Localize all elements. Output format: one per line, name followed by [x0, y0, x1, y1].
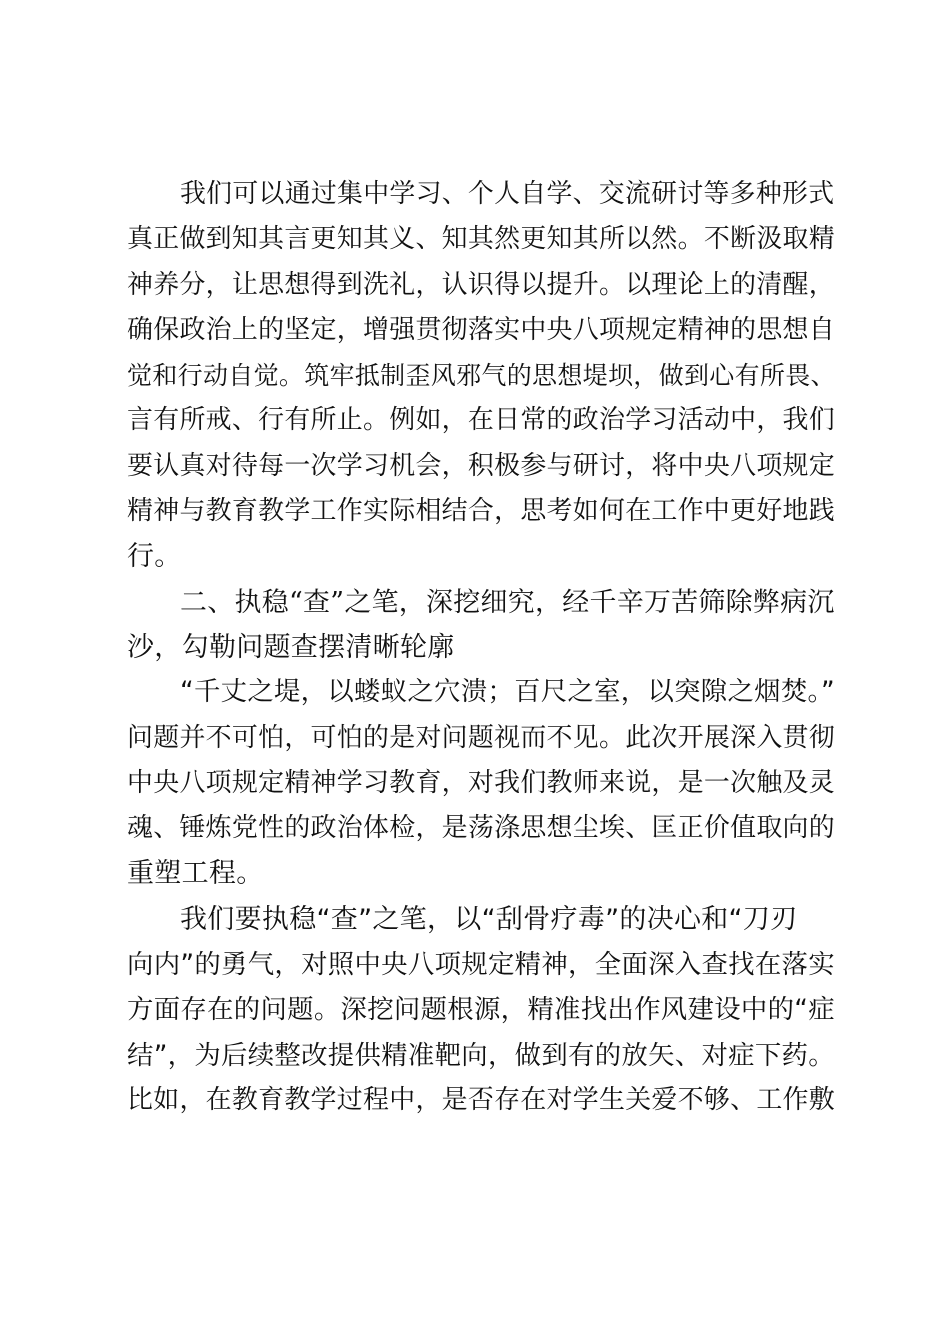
- text-line: 魂、锤炼党性的政治体检，是荡涤思想尘埃、匡正价值取向的: [127, 813, 835, 844]
- text-line: 我们要执稳“查”之笔，以“刮骨疗毒”的决心和“刀刃: [180, 903, 798, 935]
- text-line: 言有所戒、行有所止。例如，在日常的政治学习活动中，我们: [127, 405, 835, 436]
- text-line: 比如，在教育教学过程中，是否存在对学生关爱不够、工作敷: [127, 1084, 835, 1115]
- text-line: 方面存在的问题。深挖问题根源，精准找出作风建设中的“症: [127, 994, 835, 1026]
- document-body: [127, 172, 835, 1123]
- text-line: 结”，为后续整改提供精准靶向，做到有的放矢、对症下药。: [127, 1039, 835, 1071]
- text-line: 重塑工程。: [127, 858, 264, 890]
- text-line: 精神与教育教学工作实际相结合，思考如何在工作中更好地践: [127, 496, 835, 527]
- text-line: 确保政治上的坚定，增强贯彻落实中央八项规定精神的思想自: [127, 314, 835, 345]
- section-heading-line: 二、执稳“查”之笔，深挖细究，经千辛万苦筛除弊病沉: [180, 586, 835, 618]
- text-line: 中央八项规定精神学习教育，对我们教师来说，是一次触及灵: [127, 767, 835, 798]
- text-line: 要认真对待每一次学习机会，积极参与研讨，将中央八项规定: [127, 450, 835, 481]
- text-line: 我们可以通过集中学习、个人自学、交流研讨等多种形式: [180, 179, 835, 209]
- section-heading-line: 沙，勾勒问题查摆清晰轮廓: [127, 631, 455, 663]
- text-line: 问题并不可怕，可怕的是对问题视而不见。此次开展深入贯彻: [127, 722, 835, 753]
- text-line: “千丈之堤，以蝼蚁之穴溃；百尺之室，以突隙之烟焚。”: [180, 677, 835, 708]
- text-line: 觉和行动自觉。筑牢抵制歪风邪气的思想堤坝，做到心有所畏、: [127, 361, 836, 391]
- text-line: 行。: [127, 541, 182, 573]
- text-line: 向内”的勇气，对照中央八项规定精神，全面深入查找在落实: [127, 949, 835, 981]
- text-line: 神养分，让思想得到洗礼，认识得以提升。以理论上的清醒，: [127, 269, 835, 300]
- text-line: 真正做到知其言更知其义、知其然更知其所以然。不断汲取精: [127, 224, 835, 255]
